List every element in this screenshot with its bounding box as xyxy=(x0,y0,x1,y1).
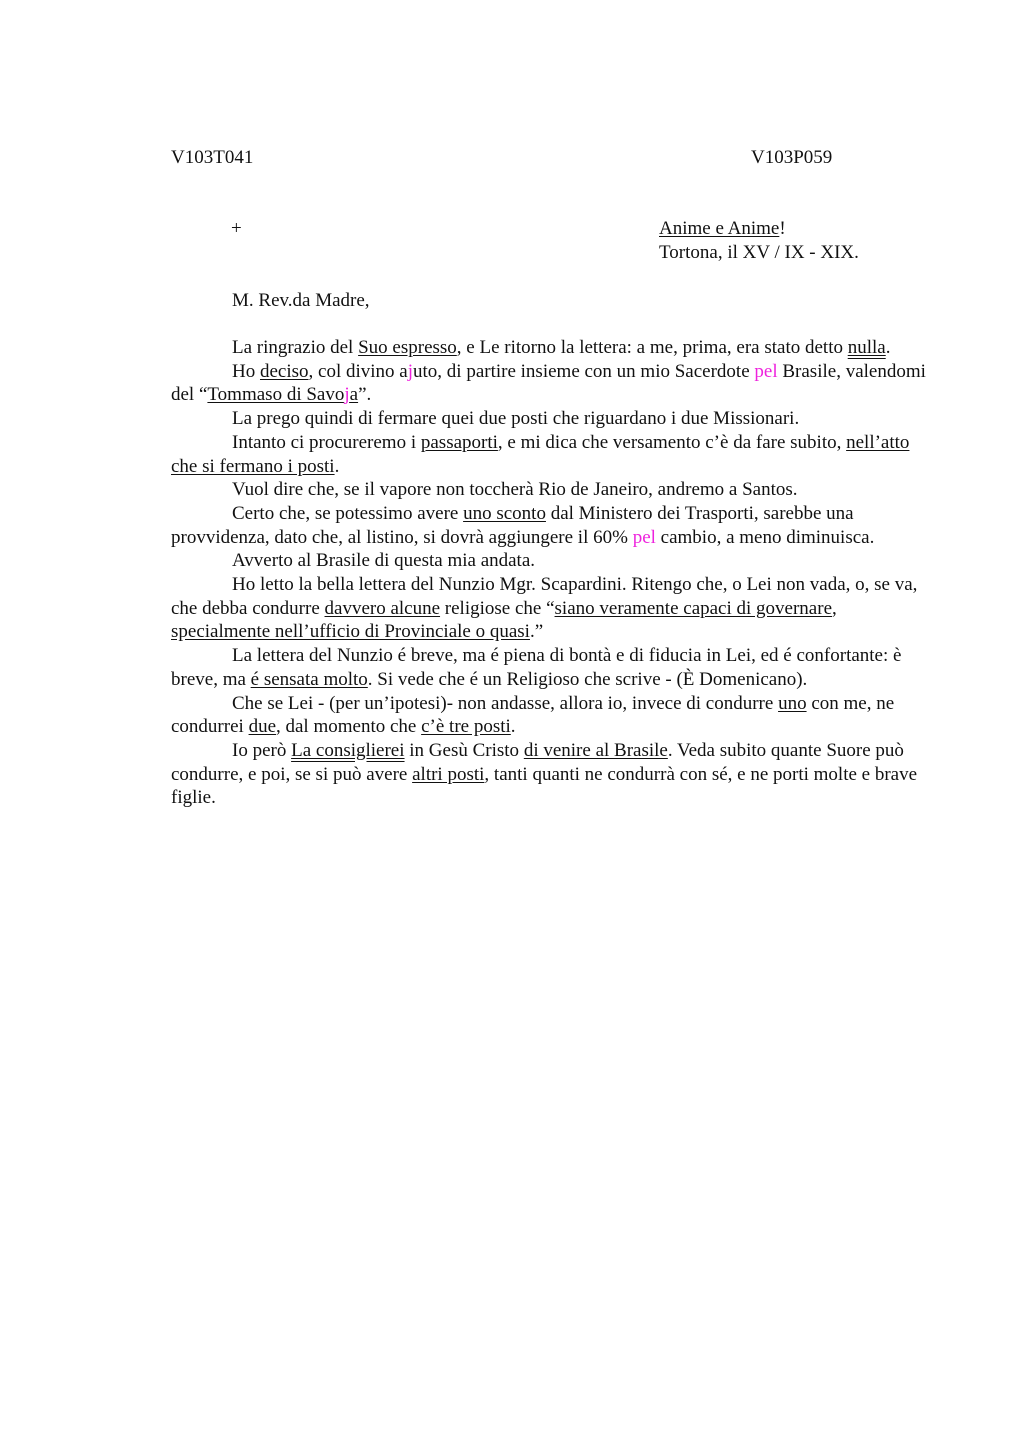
paragraph: Certo che, se potessimo avere uno sconto dal Ministero dei Trasporti, sarebbe una provvidenza, dato che, al listino, si dovrà aggiungere il 60% pel cambio, a meno diminuisca. xyxy=(171,502,875,548)
paragraph: Avverto al Brasile di questa mia andata. xyxy=(232,550,536,572)
underlined-phrase: specialmente nell’ufficio di Provinciale o quasi xyxy=(171,621,530,643)
underlined-phrase: é sensata molto xyxy=(250,668,368,690)
underlined-phrase: davvero alcune xyxy=(324,597,441,619)
paragraph: Io però La consiglierei in Gesù Cristo di venire al Brasile. Veda subito quante Suore può condurre, e poi, se si può avere altri posti, tanti quanti ne condurrà con sé, e ne porti molte e brave figlie. xyxy=(171,739,918,809)
paragraph: Intanto ci procureremo i passaporti, e mi dica che versamento c’è da fare subito, nell’atto che si fermano i posti. xyxy=(171,431,910,477)
motto xyxy=(659,217,786,241)
underlined-phrase: uno sconto xyxy=(463,502,546,524)
underlined-phrase: altri posti xyxy=(412,763,485,785)
document-code-right: V103P059 xyxy=(751,147,833,168)
underlined-phrase: di venire al Brasile xyxy=(523,739,668,761)
underlined-phrase: La consiglierei xyxy=(291,739,405,761)
annotated-word: pel xyxy=(632,526,656,548)
underlined-phrase: nulla xyxy=(847,337,886,358)
paragraph: La prego quindi di fermare quei due posti che riguardano i due Missionari. xyxy=(232,408,800,430)
underlined-phrase: due xyxy=(248,716,276,738)
paragraph: Che se Lei - (per un’ipotesi)- non andasse, allora io, invece di condurre uno con me, ne condurrei due, dal momento che c’è tre posti. xyxy=(171,692,895,738)
document-code-left: V103T041 xyxy=(171,147,254,168)
paragraph: La lettera del Nunzio é breve, ma é piena di bontà e di fiducia in Lei, ed é confortante: è breve, ma é sensata molto. Si vede che é un Religioso che scrive - (È Domenicano). xyxy=(171,645,902,690)
cross-mark: + xyxy=(231,218,242,239)
letter-body xyxy=(171,336,929,810)
annotated-letter: j xyxy=(407,360,414,382)
underlined-phrase: siano veramente capaci di governare xyxy=(554,597,832,619)
underlined-phrase: passaporti xyxy=(420,431,498,453)
underlined-phrase: uno xyxy=(778,692,807,714)
paragraph: La ringrazio del Suo espresso, e Le ritorno la lettera: a me, prima, era stato detto nulla. xyxy=(232,337,891,358)
motto-text: Anime e Anime xyxy=(659,218,780,239)
underlined-phrase: nell’atto che si fermano i posti xyxy=(171,431,910,477)
underlined-phrase: Tommaso di Savoja xyxy=(207,384,359,406)
paragraph: Ho deciso, col divino ajuto, di partire insieme con un mio Sacerdote pel Brasile, valendomi del “Tommaso di Savoja”. xyxy=(171,360,926,406)
dateline: Tortona, il XV / IX - XIX. xyxy=(659,242,859,263)
paragraph: Vuol dire che, se il vapore non toccherà Rio de Janeiro, andremo a Santos. xyxy=(232,479,798,501)
annotated-letter: j xyxy=(344,384,350,406)
paragraph: Ho letto la bella lettera del Nunzio Mgr. Scapardini. Ritengo che, o Lei non vada, o, se va, che debba condurre davvero alcune religiose che “siano veramente capaci di governare, specialmente nell’ufficio di Provinciale o quasi.” xyxy=(171,574,918,643)
salutation: M. Rev.da Madre, xyxy=(232,290,370,311)
annotated-word: pel xyxy=(754,360,778,382)
motto-punct: ! xyxy=(779,218,786,239)
underlined-phrase: deciso xyxy=(259,360,309,382)
underlined-phrase: c’è tre posti xyxy=(421,716,511,738)
underlined-phrase: Suo espresso xyxy=(358,337,457,358)
